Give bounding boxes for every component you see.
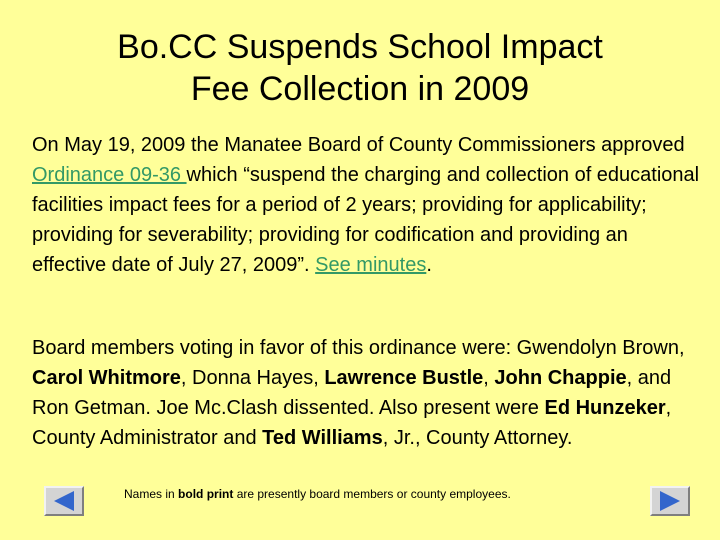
- paragraph1-text: On May 19, 2009 the Manatee Board of County Commissioners approved: [32, 134, 685, 156]
- vote-paragraph: [32, 333, 700, 453]
- footnote-text: are presently board members or county employees.: [233, 487, 511, 501]
- previous-slide-button[interactable]: [44, 486, 84, 516]
- title-line-1: Bo.CC Suspends School Impact: [117, 28, 603, 66]
- board-member-name: Carol Whitmore: [32, 367, 181, 389]
- triangle-left-icon: [46, 488, 82, 514]
- paragraph1-end: .: [426, 254, 432, 276]
- vote-intro: Board members voting in favor of this ordinance were: Gwendolyn Brown,: [32, 337, 685, 359]
- triangle-right-icon: [652, 488, 688, 514]
- next-slide-button[interactable]: [650, 486, 690, 516]
- board-member-name: Lawrence Bustle: [324, 367, 484, 389]
- title-line-2: Fee Collection in 2009: [190, 70, 530, 108]
- slide-title: [60, 26, 660, 110]
- footnote: [124, 487, 511, 501]
- staff-name: Ed Hunzeker: [544, 397, 666, 419]
- ordinance-link[interactable]: Ordinance 09-36: [32, 164, 187, 186]
- staff-name: Ted Williams: [262, 427, 383, 449]
- vote-text: , County Administrator and: [32, 397, 672, 449]
- minutes-link[interactable]: See minutes: [315, 254, 427, 276]
- ordinance-paragraph: [32, 130, 700, 280]
- vote-end: , Jr., County Attorney.: [382, 427, 573, 449]
- paragraph1-quote: which “suspend the charging and collection of educational facilities impact fees for a period of 2 years; providing for applicability; providing for severability; providing for codification and providing an effective date of July 27, 2009”.: [32, 164, 700, 276]
- vote-text: , Donna Hayes,: [180, 367, 325, 389]
- board-member-name: John Chappie: [494, 367, 627, 389]
- vote-text: ,: [483, 367, 495, 389]
- vote-text: , and Ron Getman. Joe Mc.Clash dissented. Also present were: [32, 367, 672, 419]
- footnote-bold: bold print: [178, 487, 234, 501]
- footnote-text: Names in: [124, 487, 179, 501]
